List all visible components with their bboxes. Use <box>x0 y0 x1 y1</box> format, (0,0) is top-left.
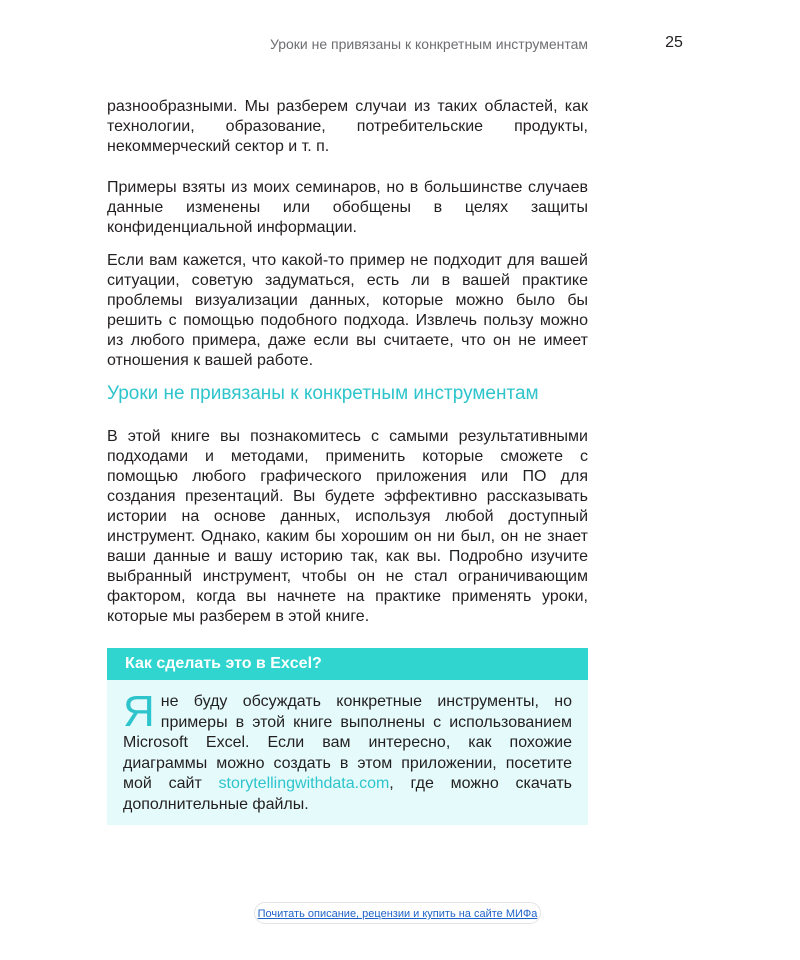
sidebar-body <box>107 680 588 815</box>
body-paragraph-4: В этой книге вы познакомитесь с самыми результативными подходами и методами, применить которые сможете с помощью любого графического приложения или ПО для создания презентаций. Вы будете эффективно рассказывать истории на основе данных, используя любой доступный инструмент. Однако, каким бы хорошим он ни был, он не знает ваши данные и вашу историю так, как вы. Подробно изучите выбранный инструмент, чтобы он не стал ограничивающим фактором, когда вы начнете на практике применять уроки, которые мы разберем в этой книге. <box>107 428 588 625</box>
sidebar-text-after-link: , где можно скачать дополнительные файлы. <box>123 775 573 813</box>
website-link[interactable]: storytellingwithdata.com <box>218 775 390 792</box>
sidebar-title: Как сделать это в Excel? <box>107 648 588 680</box>
body-paragraph-2: Примеры взяты из моих семинаров, но в большинстве случаев данные изменены или обобщены в целях защиты конфиденциальной информации. <box>107 179 588 236</box>
body-paragraph-1: разнообразными. Мы разберем случаи из таких областей, как технологии, образование, потребительские продукты, некоммерческий сектор и т. п. <box>107 98 588 155</box>
body-paragraph-3: Если вам кажется, что какой-то пример не подходит для вашей ситуации, советую задуматься, есть ли в вашей практике проблемы визуализации данных, которые можно было бы решить с помощью подобного подхода. Извлечь пользу можно из любого примера, даже если вы считаете, что он не имеет отношения к вашей работе. <box>107 252 588 369</box>
dropcap-letter: Я <box>123 687 155 736</box>
section-heading: Уроки не привязаны к конкретным инструментам <box>107 383 539 404</box>
excel-tip-sidebar <box>107 648 588 825</box>
running-head-title: Уроки не привязаны к конкретным инструментам <box>269 36 588 52</box>
page-number: 25 <box>665 34 683 51</box>
sidebar-text-before-link: не буду обсуждать конкретные инструменты, но примеры в этой книге выполнены с использованием Microsoft Excel. Если вам интересно, как похожие диаграммы можно создать в этом приложении, посетите мой сайт <box>123 693 572 792</box>
shop-link-button[interactable]: Почитать описание, рецензии и купить на сайте МИФа <box>254 902 541 924</box>
